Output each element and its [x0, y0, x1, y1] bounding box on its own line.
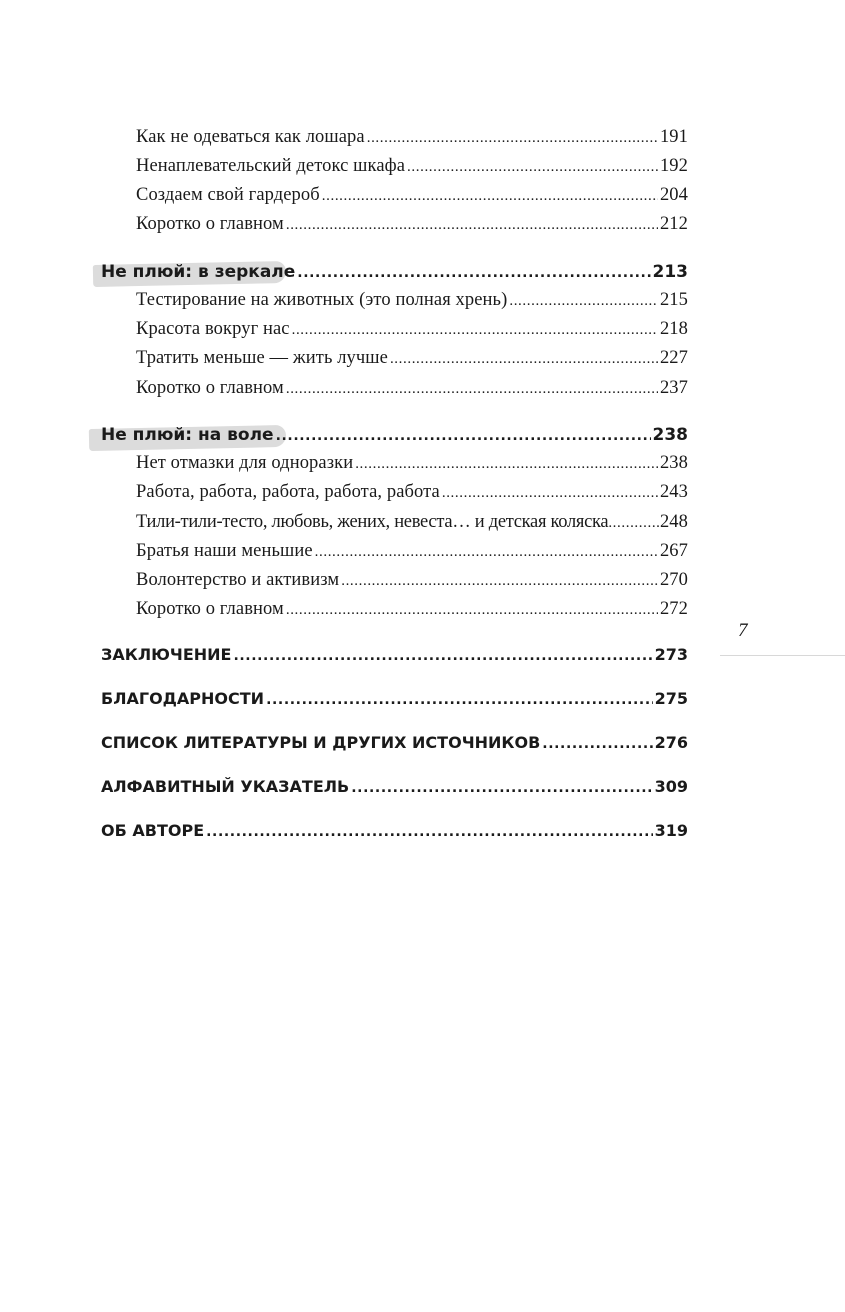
entry-title: Создаем свой гардероб	[136, 185, 320, 205]
toc-entry[interactable]	[136, 599, 688, 620]
toc-entry[interactable]	[136, 214, 688, 235]
dot-leader	[608, 515, 660, 532]
section-page: 309	[654, 777, 688, 796]
entry-title: Работа, работа, работа, работа, работа	[136, 482, 440, 502]
entry-page: 243	[659, 482, 688, 502]
toc-entry[interactable]	[136, 319, 688, 340]
entry-page: 191	[659, 127, 688, 147]
page-number-rule	[720, 655, 845, 656]
entry-title: Коротко о главном	[136, 214, 284, 234]
section-page: 273	[654, 645, 688, 664]
entry-page: 218	[659, 319, 688, 339]
entry-page: 192	[659, 156, 688, 176]
entry-title: Нет отмазки для одноразки	[136, 453, 354, 473]
dot-leader	[286, 217, 658, 234]
dot-leader	[355, 456, 658, 473]
entry-title: Коротко о главном	[136, 378, 284, 398]
dot-leader	[206, 824, 652, 840]
toc-entry[interactable]	[136, 541, 688, 562]
dot-leader	[351, 780, 652, 796]
entry-page: 248	[659, 512, 688, 532]
chapter-title: Не плюй: в зеркале	[101, 262, 296, 282]
entry-page: 227	[659, 348, 688, 368]
toc-section-entry[interactable]	[101, 733, 688, 752]
section-title: ЗАКЛЮЧЕНИЕ	[101, 645, 232, 664]
dot-leader	[315, 544, 658, 561]
toc-entry[interactable]	[136, 185, 688, 206]
toc-entry[interactable]	[136, 512, 688, 533]
chapter-page: 213	[652, 262, 688, 282]
chapter-title: Не плюй: на воле	[101, 425, 274, 445]
dot-leader	[322, 188, 658, 205]
dot-leader	[297, 265, 650, 281]
section-title: АЛФАВИТНЫЙ УКАЗАТЕЛЬ	[101, 777, 350, 796]
section-title: СПИСОК ЛИТЕРАТУРЫ И ДРУГИХ ИСТОЧНИКОВ	[101, 733, 541, 752]
toc-entry[interactable]	[136, 570, 688, 591]
toc-entry[interactable]	[136, 378, 688, 399]
entry-title: Как не одеваться как лошара	[136, 127, 365, 147]
entry-page: 215	[659, 290, 688, 310]
chapter-page: 238	[652, 425, 688, 445]
entry-title: Ненаплевательский детокс шкафа	[136, 156, 406, 176]
dot-leader	[341, 573, 658, 590]
dot-leader	[542, 736, 652, 752]
dot-leader	[276, 428, 651, 444]
dot-leader	[407, 159, 658, 176]
toc-entry[interactable]	[136, 348, 688, 369]
toc-entry[interactable]	[136, 156, 688, 177]
toc-entry[interactable]	[136, 453, 688, 474]
dot-leader	[442, 485, 658, 502]
entry-page: 204	[659, 185, 688, 205]
dot-leader	[266, 692, 653, 708]
entry-title: Волонтерство и активизм	[136, 570, 340, 590]
dot-leader	[286, 602, 658, 619]
entry-title: Тратить меньше — жить лучше	[136, 348, 388, 368]
dot-leader	[367, 130, 658, 147]
section-page: 275	[654, 689, 688, 708]
entry-title: Тили-тили-тесто, любовь, жених, невеста… и детская коляска	[136, 512, 609, 532]
entry-title: Коротко о главном	[136, 599, 284, 619]
section-page: 276	[654, 733, 688, 752]
toc-entry[interactable]	[136, 127, 688, 148]
entry-page: 270	[659, 570, 688, 590]
toc-entry[interactable]	[136, 482, 688, 503]
dot-leader	[509, 293, 658, 310]
dot-leader	[390, 351, 658, 368]
entry-page: 238	[659, 453, 688, 473]
page-number: 7	[738, 620, 748, 641]
toc-chapter-entry[interactable]	[101, 262, 688, 282]
entry-title: Красота вокруг нас	[136, 319, 290, 339]
toc-entry[interactable]	[136, 290, 688, 311]
entry-page: 237	[659, 378, 688, 398]
section-title: БЛАГОДАРНОСТИ	[101, 689, 265, 708]
entry-title: Братья наши меньшие	[136, 541, 313, 561]
entry-title: Тестирование на животных (это полная хрень)	[136, 290, 508, 310]
toc-chapter-entry[interactable]	[101, 425, 688, 445]
entry-page: 272	[659, 599, 688, 619]
section-title: ОБ АВТОРЕ	[101, 821, 205, 840]
entry-page: 267	[659, 541, 688, 561]
dot-leader	[292, 322, 658, 339]
toc-section-entry[interactable]	[101, 821, 688, 840]
dot-leader	[233, 648, 652, 664]
toc-section-entry[interactable]	[101, 777, 688, 796]
dot-leader	[286, 381, 658, 398]
entry-page: 212	[659, 214, 688, 234]
toc-section-entry[interactable]	[101, 689, 688, 708]
toc-section-entry[interactable]	[101, 645, 688, 664]
section-page: 319	[654, 821, 688, 840]
